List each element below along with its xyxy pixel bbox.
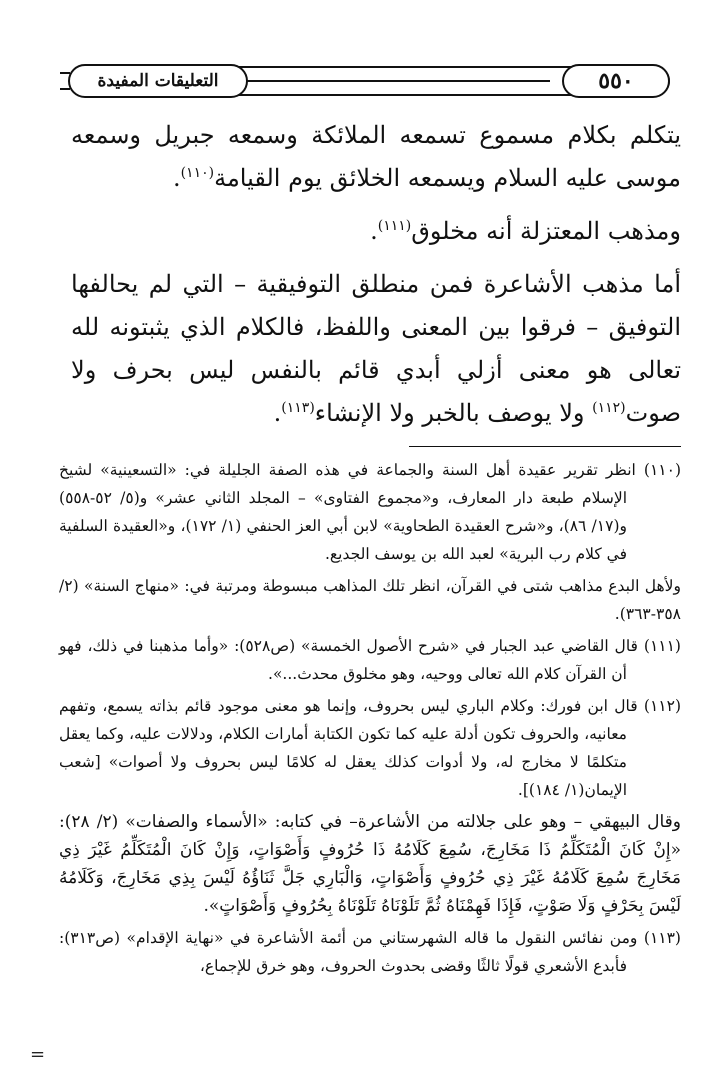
footnote-113: (١١٣) ومن نفائس النقول ما قاله الشهرستاني من أئمة الأشاعرة في «نهاية الإقدام» (ص٣١٣): فأبدع الأشعري قولًا ثالثًا وقضى بحدوث الحروف، وهو خرق للإجماع، xyxy=(59,929,681,975)
running-title: التعليقات المفيدة xyxy=(68,64,248,98)
footnote-112: (١١٢) قال ابن فورك: وكلام الباري ليس بحروف، وإنما هو معنى موجود قائم بذاته يسمع، وتفهم معانيه، والحروف تكون أدلة عليه كما تكون الكتابة أمارات الكلام، ودلالات عليه، وكما يعقل متكلمًا لا مخارج له، ولا أدوات كذلك يعقل له كلامًا ليس بحروف ولا أصوات» [شعب الإيمان(١/ ١٨٤)]. xyxy=(59,697,681,799)
footnote-112-continuation: وقال البيهقي – وهو على جلالته من الأشاعرة– في كتابه: «الأسماء والصفات» (٢/ ٢٨): «إِنْ كَانَ الْمُتَكَلِّمُ ذَا مَخَارِجَ، سُمِعَ كَلَامُهُ ذَا حُرُوفٍ وَأَصْوَاتٍ، وَإِنْ كَانَ الْمُتَكَلِّمُ غَيْرَ ذِي مَخَارِجَ سُمِعَ كَلَامُهُ غَيْرَ ذِي حُرُوفٍ وَأَصْوَاتٍ، وَالْبَارِي جَلَّ ثَنَاؤُهُ لَيْسَ بِذِي مَخَارِجَ، وَكَلَامُهُ لَيْسَ بِحَرْفٍ وَلَا صَوْتٍ، فَإِذَا فَهِمْنَاهُ ثُمَّ تَلَوْنَاهُ تَلَوْنَاهُ بِحُرُوفٍ وَأَصْوَاتٍ». xyxy=(59,812,682,916)
footnote-110-continuation: ولأهل البدع مذاهب شتى في القرآن، انظر تلك المذاهب مبسوطة ومرتبة في: «منهاج السنة» (٢/ ٣٥٨-٣٦٣). xyxy=(59,577,681,623)
paragraph-3: أما مذهب الأشاعرة فمن منطلق التوفيقية – التي لم يحالفها التوفيق – فرقوا بين المعنى واللفظ، فالكلام الذي يثبتونه لله تعالى هو معنى أزلي أبدي قائم بالنفس ليس بحرف ولا صوت$^{(١١٢)}$ ولا يوصف بالخبر ولا الإنشاء$^{(١١٣)}$. xyxy=(71,270,682,427)
footnote-110: (١١٠) انظر تقرير عقيدة أهل السنة والجماعة في هذه الصفة الجليلة في: «التسعينية» لشيخ الإسلام طبعة دار المعارف، و«مجموع الفتاوى» – المجلد الثاني عشر» و(٥/ ٥٢-٥٥٨) و(١٧/ ٨٦)، و«شرح العقيدة الطحاوية» لابن أبي العز الحنفي (١/ ١٧٢)، و«العقيدة السلفية في كلام رب البرية» لعبد الله بن يوسف الجديع. xyxy=(59,461,681,563)
footnote-ref-113[interactable]: (١١٣) xyxy=(281,400,315,416)
footnote-111: (١١١) قال القاضي عبد الجبار في «شرح الأصول الخمسة» (ص٥٢٨): «وأما مذهبنا في ذلك، فهو أن القرآن كلام الله تعالى ووحيه، وهو مخلوق محدث...». xyxy=(59,637,681,683)
footnotes xyxy=(59,456,681,984)
page-number: ٥٥٠ xyxy=(562,64,670,98)
paragraph-2: ومذهب المعتزلة أنه مخلوق$^{(١١١)}$. xyxy=(370,217,681,245)
continuation-mark: = xyxy=(30,1044,46,1065)
footnote-ref-110[interactable]: (١١٠) xyxy=(180,165,215,181)
main-text xyxy=(71,114,681,435)
footnote-ref-112[interactable]: (١١٢) xyxy=(592,400,626,416)
paragraph-1: يتكلم بكلام مسموع تسمعه الملائكة وسمعه جبريل وسمعه موسى عليه السلام ويسمعه الخلائق يوم القيامة$^{(١١٠)}$. xyxy=(71,121,681,192)
footnote-separator xyxy=(409,446,681,447)
running-header xyxy=(70,60,670,100)
footnote-ref-111[interactable]: (١١١) xyxy=(377,218,412,234)
